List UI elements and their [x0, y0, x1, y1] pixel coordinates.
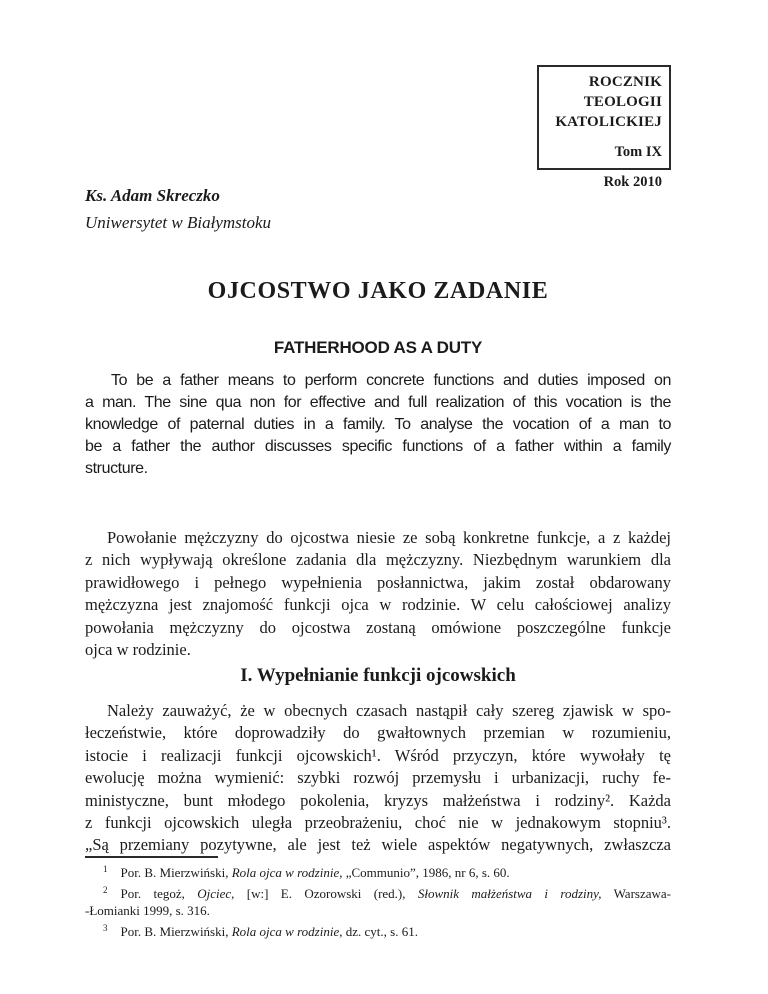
footnotes: [85, 861, 671, 940]
abstract-line: To be a father means to perform concrete functions and duties imposed on: [111, 372, 671, 389]
footnote-work-title: Rola ojca w rodzinie: [231, 923, 340, 939]
body-text-line: „Są przemiany pozytywne, ale jest też wiele aspektów negatywnych, zwłaszcza: [85, 835, 671, 855]
body-text-line: Należy zauważyć, że w obecnych czasach nastąpił cały szereg zjawisk w spo-: [107, 701, 671, 720]
body-text-line: łeczeństwie, które doprowadziły do gwałtownych przemian w rozumieniu,: [85, 723, 671, 743]
journal-name-line: TEOLOGII: [583, 94, 662, 110]
journal-volume: Tom IX: [614, 144, 662, 160]
journal-name-line: ROCZNIK: [588, 74, 662, 90]
abstract-line: be a father the author discusses specific functions of a father within a family: [85, 438, 671, 455]
footnote-work-title: Słownik małżeństwa i rodziny,: [417, 885, 602, 901]
journal-name-line: KATOLICKIEJ: [555, 114, 662, 130]
author-affiliation: Uniwersytet w Białymstoku: [85, 213, 272, 232]
author-block: [85, 182, 271, 236]
footnote-text: Por. B. Mierzwiński,: [120, 923, 232, 939]
body-text-line: powołania mężczyzny do ojcostwa zostaną omówione poszczególne funkcje: [85, 617, 671, 637]
body-text-line: z nich wypływają określone zadania dla mężczyzny. Niezbędnym warunkiem dla: [85, 550, 671, 570]
abstract-line: a man. The sine qua non for effective and full realization of this vocation is the: [85, 394, 671, 411]
footnote-text: , „Communio”, 1986, nr 6, s. 60.: [339, 865, 510, 880]
footnote-text: Por. B. Mierzwiński,: [120, 865, 232, 880]
body-text-line: Powołanie mężczyzny do ojcostwa niesie ze sobą konkretne funkcje, a z każdej: [107, 528, 671, 547]
journal-box: [537, 65, 671, 190]
body-text-line: ewolucję można wymienić: szybki rozwój przemysłu i urbanizacji, ruchy fe-: [85, 768, 671, 788]
intro-paragraph: [85, 527, 671, 661]
footnote-separator-rule: [85, 856, 218, 858]
footnote-text: , [w:] E. Ozorowski (red.),: [231, 885, 418, 901]
section-paragraph: [85, 700, 671, 857]
body-text-line: mężczyzna jest znajomość funkcji ojca w rodzinie. W celu całościowej analizy: [85, 595, 671, 615]
footnote-text: Warszawa-: [601, 885, 671, 901]
journal-year: Rok 2010: [603, 174, 662, 190]
body-text-line: prawidłowego i pełnego wypełnienia posłannictwa, jakim został obdarowany: [85, 572, 671, 592]
body-text-line: ministyczne, bunt młodego pokolenia, kryzys małżeństwa i rodziny². Każda: [85, 790, 671, 810]
footnote-number: 3: [103, 922, 108, 933]
abstract-line: knowledge of paternal duties in a family. To analyse the vocation of a man to: [85, 416, 671, 433]
footnote-work-title: Ojciec: [197, 885, 232, 901]
footnote-work-title: Rola ojca w rodzinie: [231, 865, 340, 880]
body-text-line: z funkcji ojcowskich uległa przeobrażeniu, choć nie w jednakowym stopniu³.: [85, 813, 671, 833]
abstract: [85, 370, 671, 480]
author-name: Ks. Adam Skreczko: [85, 186, 220, 205]
abstract-line: structure.: [85, 460, 148, 477]
footnote-2: [85, 882, 671, 903]
article-title: OJCOSTWO JAKO ZADANIE: [207, 278, 549, 304]
footnote-text: , dz. cyt., s. 61.: [339, 923, 418, 939]
footnote-2-continuation: -Łomianki 1999, s. 316.: [85, 903, 210, 919]
footnote-3: [85, 920, 671, 941]
footnote-1: [85, 861, 671, 882]
footnote-text: Por. tegoż,: [120, 885, 198, 901]
section-heading: I. Wypełnianie funkcji ojcowskich: [240, 665, 516, 686]
article-subtitle-english: FATHERHOOD AS A DUTY: [273, 338, 483, 357]
footnote-number: 1: [103, 864, 108, 874]
body-text-line: istocie i realizacji funkcji ojcowskich¹. Wśród przyczyn, które wywołały tę: [85, 745, 671, 765]
footnote-number: 2: [103, 884, 108, 895]
body-text-line: ojca w rodzinie.: [85, 640, 191, 660]
